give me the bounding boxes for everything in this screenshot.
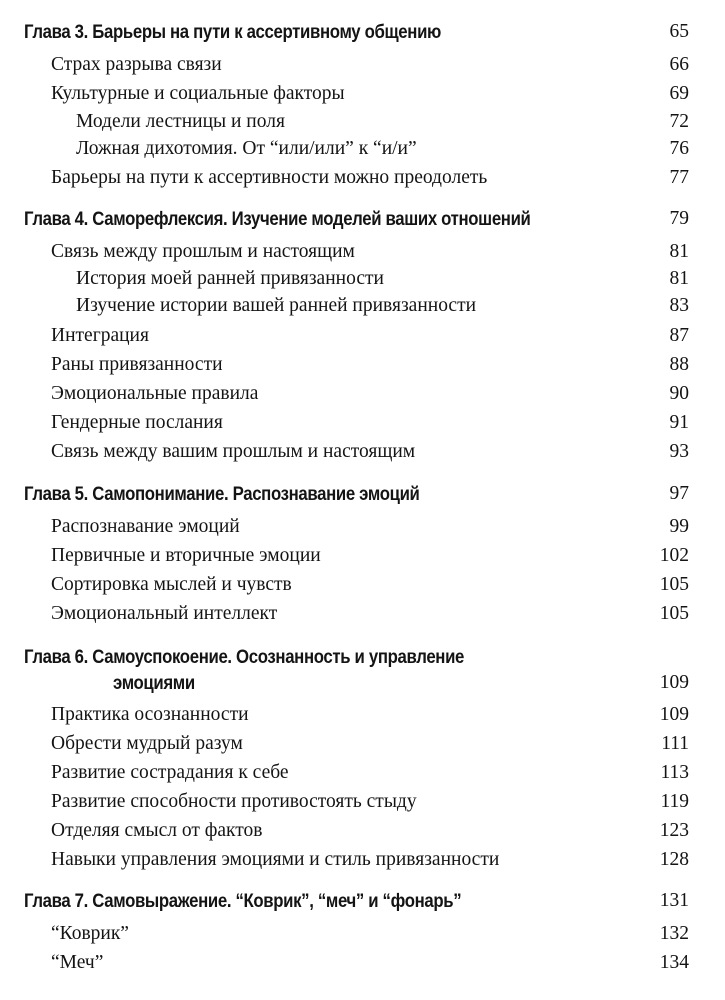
toc-entry-title: Эмоциональный интеллект — [51, 603, 278, 624]
toc-item — [0, 440, 725, 468]
toc-entry-title: Ложная дихотомия. От “или/или” к “и/и” — [76, 138, 417, 159]
toc-entry-page: 119 — [660, 791, 689, 812]
toc-entry-title: Глава 6. Самоуспокоение. Осознанность и управление — [24, 646, 465, 668]
toc-entry-title: Развитие способности противостоять стыду — [51, 791, 417, 812]
toc-entry-title: Практика осознанности — [51, 704, 249, 725]
toc-entry-title: “Коврик” — [51, 923, 129, 944]
toc-entry-page: 81 — [669, 241, 689, 262]
toc-entry-title: Сортировка мыслей и чувств — [51, 574, 292, 595]
toc-entry-page: 131 — [659, 890, 689, 911]
toc-entry-page: 81 — [669, 268, 689, 289]
toc-item — [0, 602, 725, 630]
toc-entry-title: История моей ранней привязанности — [76, 268, 384, 289]
toc-chapter-7 — [0, 889, 725, 917]
toc-entry-title: Навыки управления эмоциями и стиль привязанности — [51, 849, 500, 870]
toc-entry-page: 132 — [659, 923, 689, 944]
toc-item — [0, 53, 725, 81]
toc-item — [0, 515, 725, 543]
toc-entry-page: 66 — [669, 54, 689, 75]
toc-entry-title: Отделяя смысл от фактов — [51, 820, 263, 841]
toc-entry-title: Развитие сострадания к себе — [51, 762, 289, 783]
toc-item — [0, 848, 725, 876]
toc-entry-title: Страх разрыва связи — [51, 54, 222, 75]
toc-item — [0, 382, 725, 410]
toc-subitem — [0, 137, 725, 165]
toc-entry-title: Глава 7. Самовыражение. “Коврик”, “меч” и “фонарь” — [24, 890, 462, 912]
toc-entry-page: 134 — [659, 952, 689, 973]
toc-entry-page: 97 — [669, 483, 689, 504]
toc-chapter-6-line2 — [0, 671, 725, 699]
toc-entry-title: Распознавание эмоций — [51, 516, 240, 537]
toc-entry-page: 77 — [669, 167, 689, 188]
toc-entry-title: Модели лестницы и поля — [76, 111, 285, 132]
toc-chapter-6-line1 — [0, 645, 725, 673]
toc-item — [0, 353, 725, 381]
toc-item — [0, 761, 725, 789]
toc-item — [0, 544, 725, 572]
toc-entry-page: 105 — [659, 574, 689, 595]
toc-chapter-4 — [0, 207, 725, 235]
toc-entry-title: “Меч” — [51, 952, 104, 973]
toc-entry-page: 87 — [669, 325, 689, 346]
toc-item — [0, 82, 725, 110]
toc-entry-page: 83 — [669, 295, 689, 316]
toc-entry-title: Связь между прошлым и настоящим — [51, 241, 355, 262]
toc-entry-title: Изучение истории вашей ранней привязанности — [76, 295, 477, 316]
toc-entry-page: 109 — [659, 704, 689, 725]
toc-item — [0, 790, 725, 818]
toc-subitem — [0, 110, 725, 138]
toc-entry-title: Глава 3. Барьеры на пути к ассертивному общению — [24, 21, 442, 43]
toc-entry-page: 102 — [659, 545, 689, 566]
toc-entry-page: 72 — [669, 111, 689, 132]
toc-entry-page: 105 — [659, 603, 689, 624]
toc-entry-page: 93 — [669, 441, 689, 462]
toc-entry-page: 111 — [661, 733, 689, 754]
toc-chapter-5 — [0, 482, 725, 510]
toc-entry-page: 113 — [660, 762, 689, 783]
toc-entry-title: Эмоциональные правила — [51, 383, 259, 404]
toc-entry-title: Глава 4. Саморефлексия. Изучение моделей ваших отношений — [24, 208, 531, 230]
toc-entry-page: 128 — [659, 849, 689, 870]
toc-subitem — [0, 294, 725, 322]
toc-entry-title: Связь между вашим прошлым и настоящим — [51, 441, 416, 462]
toc-entry-page: 65 — [669, 21, 689, 42]
toc-item — [0, 951, 725, 979]
toc-entry-title: Культурные и социальные факторы — [51, 83, 345, 104]
toc-chapter-3 — [0, 20, 725, 48]
toc-entry-title-continued: эмоциями — [113, 672, 195, 694]
toc-entry-title: Барьеры на пути к ассертивности можно преодолеть — [51, 167, 488, 188]
toc-entry-page: 90 — [669, 383, 689, 404]
toc-entry-title: Обрести мудрый разум — [51, 733, 243, 754]
toc-item — [0, 166, 725, 194]
toc-item — [0, 411, 725, 439]
toc-entry-title: Раны привязанности — [51, 354, 223, 375]
toc-item — [0, 922, 725, 950]
toc-item — [0, 324, 725, 352]
toc-entry-page: 76 — [669, 138, 689, 159]
toc-item — [0, 240, 725, 268]
toc-entry-title: Гендерные послания — [51, 412, 223, 433]
toc-item — [0, 703, 725, 731]
toc-entry-page: 88 — [669, 354, 689, 375]
toc-entry-page: 69 — [669, 83, 689, 104]
toc-entry-page: 79 — [669, 208, 689, 229]
toc-item — [0, 819, 725, 847]
toc-subitem — [0, 267, 725, 295]
toc-entry-title: Интеграция — [51, 325, 149, 346]
toc-entry-page: 99 — [669, 516, 689, 537]
toc-entry-page: 91 — [669, 412, 689, 433]
toc-entry-title: Первичные и вторичные эмоции — [51, 545, 321, 566]
toc-entry-page: 109 — [659, 672, 689, 693]
toc-item — [0, 573, 725, 601]
toc-entry-page: 123 — [659, 820, 689, 841]
toc-item — [0, 732, 725, 760]
toc-entry-title: Глава 5. Самопонимание. Распознавание эмоций — [24, 483, 420, 505]
